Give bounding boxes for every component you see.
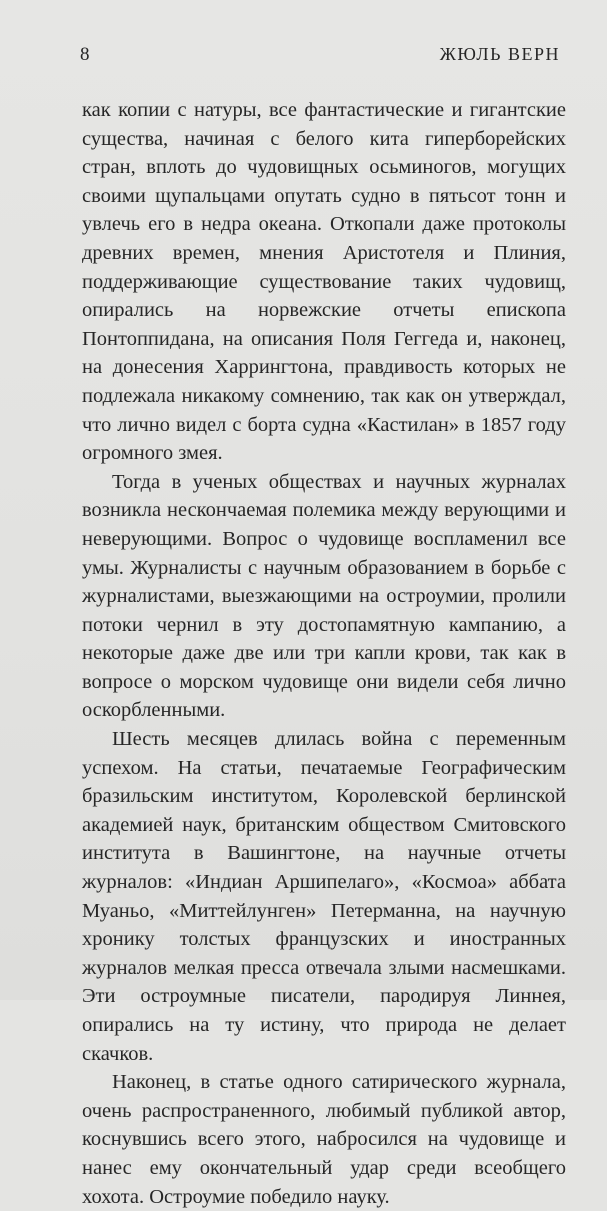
body-text [82, 96, 566, 1211]
page-header [80, 44, 560, 70]
running-head-author: ЖЮЛЬ ВЕРН [439, 44, 560, 64]
paragraph-2: Тогда в ученых обществах и научных журналах возникла нескончаемая полемика между верующими и неверующими. Вопрос о чудовище воспламенил все умы. Журналисты с научным образованием в борьбе с журналистами, выезжающими на остроумии, пролили потоки чернил в эту достопамятную кампанию, а некоторые даже две или три капли крови, так как в вопросе о морском чудовище они видели себя лично оскорбленными. [82, 470, 566, 722]
page-number: 8 [80, 44, 90, 65]
paragraph-3: Шесть месяцев длилась война с переменным успехом. На статьи, печатаемые Географическим бразильским институтом, Королевской берлинской академией наук, британским обществом Смитовского института в Вашингтоне, на научные отчеты журналов: «Индиан Аршипелаго», «Космоа» аббата Муаньо, «Миттейлунген» Петерманна, на научную хронику толстых французских и иностранных журналов мелкая пресса отвечала злыми насмешками. Эти остроумные писатели, пародируя Линнея, опирались на ту истину, что природа не делает скачков. [82, 728, 566, 1065]
paragraph-1: как копии с натуры, все фантастические и гигантские существа, начиная с белого кита гиперборейских стран, вплоть до чудовищных осьминогов, могущих своими щупальцами опутать судно в пятьсот тонн и увлечь его в недра океана. Откопали даже протоколы древних времен, мнения Аристотеля и Плиния, поддерживающие существование таких чудовищ, опирались на норвежские отчеты епископа Понтоппидана, на описания Поля Геггеда и, наконец, на донесения Харрингтона, правдивость которых не подлежала никакому сомнению, так как он утверждал, что лично видел с борта судна «Кастилан» в 1857 году огромного змея. [82, 99, 566, 465]
paragraph-4: Наконец, в статье одного сатирического журнала, очень распространенного, любимый публикой автор, коснувшись всего этого, набросился на чудовище и нанес ему окончательный удар среди всеобщего хохота. Остроумие победило науку. [82, 1071, 566, 1208]
